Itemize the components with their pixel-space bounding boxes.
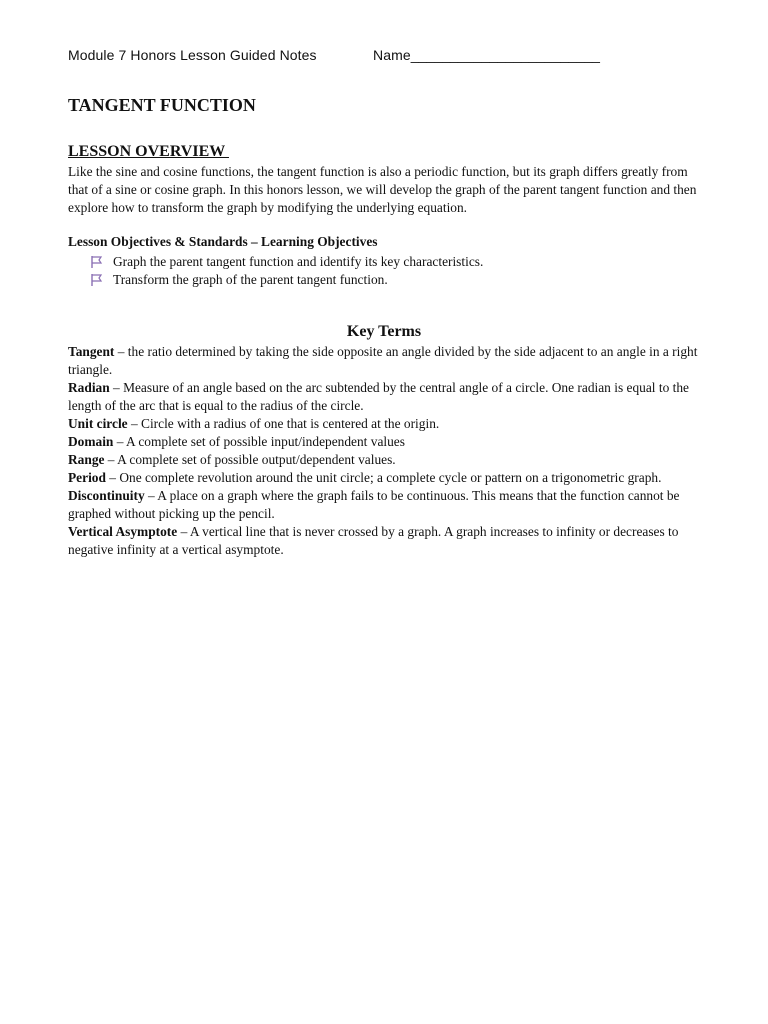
page-title: TANGENT FUNCTION xyxy=(68,95,256,115)
name-field-label: Name________________________ xyxy=(373,47,601,63)
term-definition: One complete revolution around the unit circle; a complete cycle or pattern on a trigonometric graph. xyxy=(119,470,662,485)
page-header xyxy=(68,47,601,63)
term-definition: Measure of an angle based on the arc subtended by the central angle of a circle. One radian is equal to the length of the arc that is equal to the radius of the circle. xyxy=(68,380,689,413)
term-name: Range xyxy=(68,452,105,467)
term-separator: – xyxy=(104,452,118,467)
objectives-heading: Lesson Objectives & Standards – Learning Objectives xyxy=(68,234,378,249)
overview-heading: LESSON OVERVIEW xyxy=(68,143,229,160)
term-entry xyxy=(68,487,704,523)
term-name: Tangent xyxy=(68,344,115,359)
term-entry xyxy=(68,451,704,469)
key-terms-list xyxy=(68,343,704,559)
term-name: Period xyxy=(68,470,106,485)
term-definition: A place on a graph where the graph fails to be continuous. This means that the function cannot be graphed without picking up the pencil. xyxy=(68,488,680,521)
objective-text: Graph the parent tangent function and identify its key characteristics. xyxy=(113,254,484,269)
term-definition: A vertical line that is never crossed by a graph. A graph increases to infinity or decreases to negative infinity at a vertical asymptote. xyxy=(68,524,679,557)
term-name: Domain xyxy=(68,434,114,449)
overview-paragraph: Like the sine and cosine functions, the tangent function is also a periodic function, but its graph differs greatly from that of a sine or cosine graph. In this honors lesson, we will develop the graph of the parent tangent function and then explore how to transform the graph by modifying the underlying equation. xyxy=(68,164,697,215)
flag-icon xyxy=(90,273,104,287)
term-separator: – xyxy=(105,470,120,485)
term-entry xyxy=(68,379,704,415)
term-separator: – xyxy=(144,488,158,503)
term-definition: A complete set of possible input/independent values xyxy=(126,434,405,449)
key-terms-heading: Key Terms xyxy=(346,323,422,340)
term-entry xyxy=(68,469,704,487)
term-name: Vertical Asymptote xyxy=(68,524,178,539)
list-item xyxy=(90,253,483,271)
term-name: Unit circle xyxy=(68,416,128,431)
list-item xyxy=(90,271,483,289)
term-definition: Circle with a radius of one that is centered at the origin. xyxy=(141,416,440,431)
term-separator: – xyxy=(177,524,190,539)
term-name: Radian xyxy=(68,380,110,395)
flag-icon xyxy=(90,255,104,269)
term-entry xyxy=(68,343,704,379)
term-separator: – xyxy=(109,380,124,395)
term-name: Discontinuity xyxy=(68,488,145,503)
term-entry xyxy=(68,415,704,433)
term-entry xyxy=(68,523,704,559)
module-label: Module 7 Honors Lesson Guided Notes xyxy=(68,47,317,63)
term-separator: – xyxy=(113,434,127,449)
term-separator: – xyxy=(114,344,128,359)
term-definition: A complete set of possible output/dependent values. xyxy=(117,452,396,467)
objectives-list xyxy=(90,253,483,289)
objective-text: Transform the graph of the parent tangent function. xyxy=(113,272,388,287)
term-entry xyxy=(68,433,704,451)
term-definition: the ratio determined by taking the side opposite an angle divided by the side adjacent to an angle in a right triangle. xyxy=(68,344,698,377)
term-separator: – xyxy=(127,416,142,431)
